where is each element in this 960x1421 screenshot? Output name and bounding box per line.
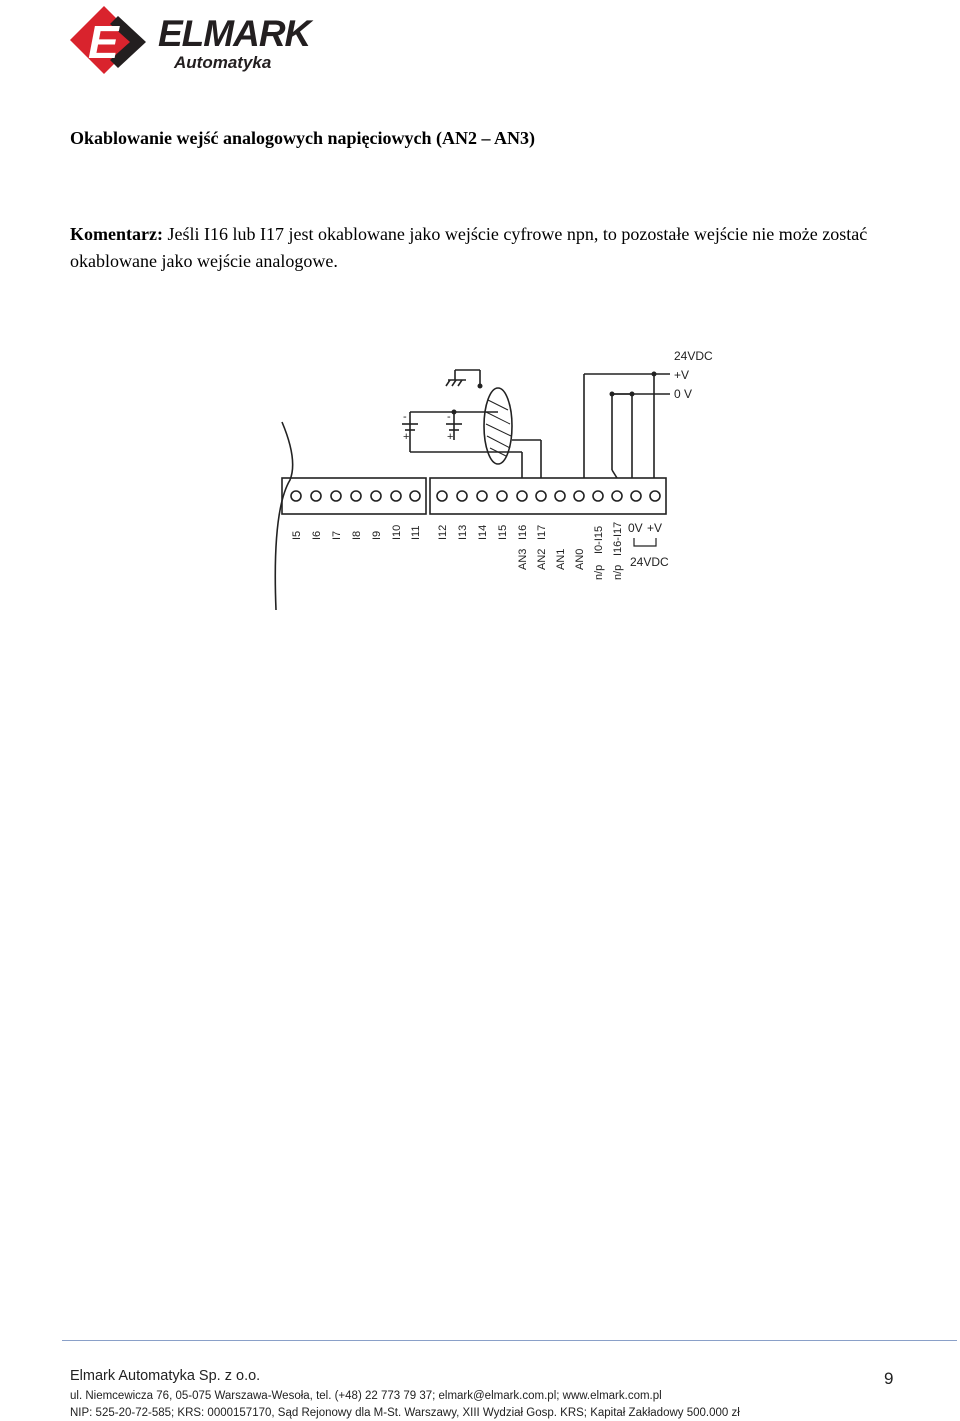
footer-address: ul. Niemcewicza 76, 05-075 Warszawa-Wesoła, tel. (+48) 22 773 79 37; elmark@elmark.com.pl; www.elmark.com.pl: [70, 1390, 662, 1402]
footer-divider: [62, 1340, 957, 1341]
logo-mark: E: [88, 16, 119, 68]
supply-bracket: [634, 538, 656, 546]
terminal-label-i10: I10: [391, 524, 403, 540]
supply-label-plus-v: +V: [674, 368, 690, 382]
logo-subtitle: Automatyka: [174, 53, 272, 72]
controller-outline: [275, 422, 292, 610]
terminal-screws: [291, 491, 660, 501]
terminal-label-i14: I14: [477, 524, 489, 540]
logo-brand: ELMARK: [158, 13, 311, 54]
footer-registration: NIP: 525-20-72-585; KRS: 0000157170, Sąd Rejonowy dla M-St. Warszawy, XIII Wydział Gosp. KRS; Kapitał Zakładowy 500.000 zł: [70, 1407, 740, 1419]
source-pol-4: +: [447, 431, 454, 443]
terminal-label-0v: 0V: [628, 521, 643, 535]
supply-bracket-label: 24VDC: [630, 555, 669, 569]
terminal-label-an2: AN2: [536, 548, 548, 570]
source-pol-3: -: [447, 411, 451, 423]
voltage-sources: [402, 424, 462, 430]
comment-text: Jeśli I16 lub I17 jest okablowane jako wejście cyfrowe npn, to pozostałe wejście nie może zostać okablowane jako wejście analogowe.: [70, 224, 868, 271]
terminal-label-i8: I8: [351, 530, 363, 540]
wiring-diagram: [260, 340, 730, 620]
comment-label: Komentarz:: [70, 224, 163, 244]
section-heading: Okablowanie wejść analogowych napięciowych (AN2 – AN3): [70, 128, 536, 148]
supply-label-0v: 0 V: [674, 387, 693, 401]
footer-company: Elmark Automatyka Sp. z o.o.: [70, 1368, 261, 1384]
supply-label-24vdc: 24VDC: [674, 349, 713, 363]
terminal-label-i17: I17: [536, 524, 548, 540]
elmark-logo: [66, 2, 326, 80]
terminal-label-i5: I5: [291, 530, 303, 540]
terminal-label-plus-v: +V: [647, 521, 663, 535]
terminal-label-np-1: n/p: [593, 564, 605, 580]
comment-paragraph: [70, 221, 900, 275]
terminal-labels: [291, 522, 624, 580]
source-pol-2: +: [403, 431, 410, 443]
terminal-label-an3: AN3: [517, 548, 529, 570]
terminal-label-an1: AN1: [555, 548, 567, 570]
terminal-label-np-2: n/p: [612, 564, 624, 580]
shield-hatching: [486, 400, 511, 456]
terminal-label-i7: I7: [331, 530, 343, 540]
terminal-label-i11: I11: [410, 525, 422, 540]
terminal-label-i15: I15: [497, 524, 509, 540]
terminal-label-i6: I6: [311, 530, 323, 540]
terminal-label-i16: I16: [517, 524, 529, 540]
terminal-label-i0-i15: I0-I15: [593, 525, 605, 554]
terminal-label-i9: I9: [371, 530, 383, 540]
terminal-label-i12: I12: [437, 524, 449, 540]
terminal-label-i16-i17: I16-I17: [612, 521, 624, 556]
terminal-label-i13: I13: [457, 524, 469, 540]
terminal-label-an0: AN0: [574, 548, 586, 570]
page-number: 9: [884, 1369, 894, 1388]
source-pol-1: -: [403, 411, 407, 423]
